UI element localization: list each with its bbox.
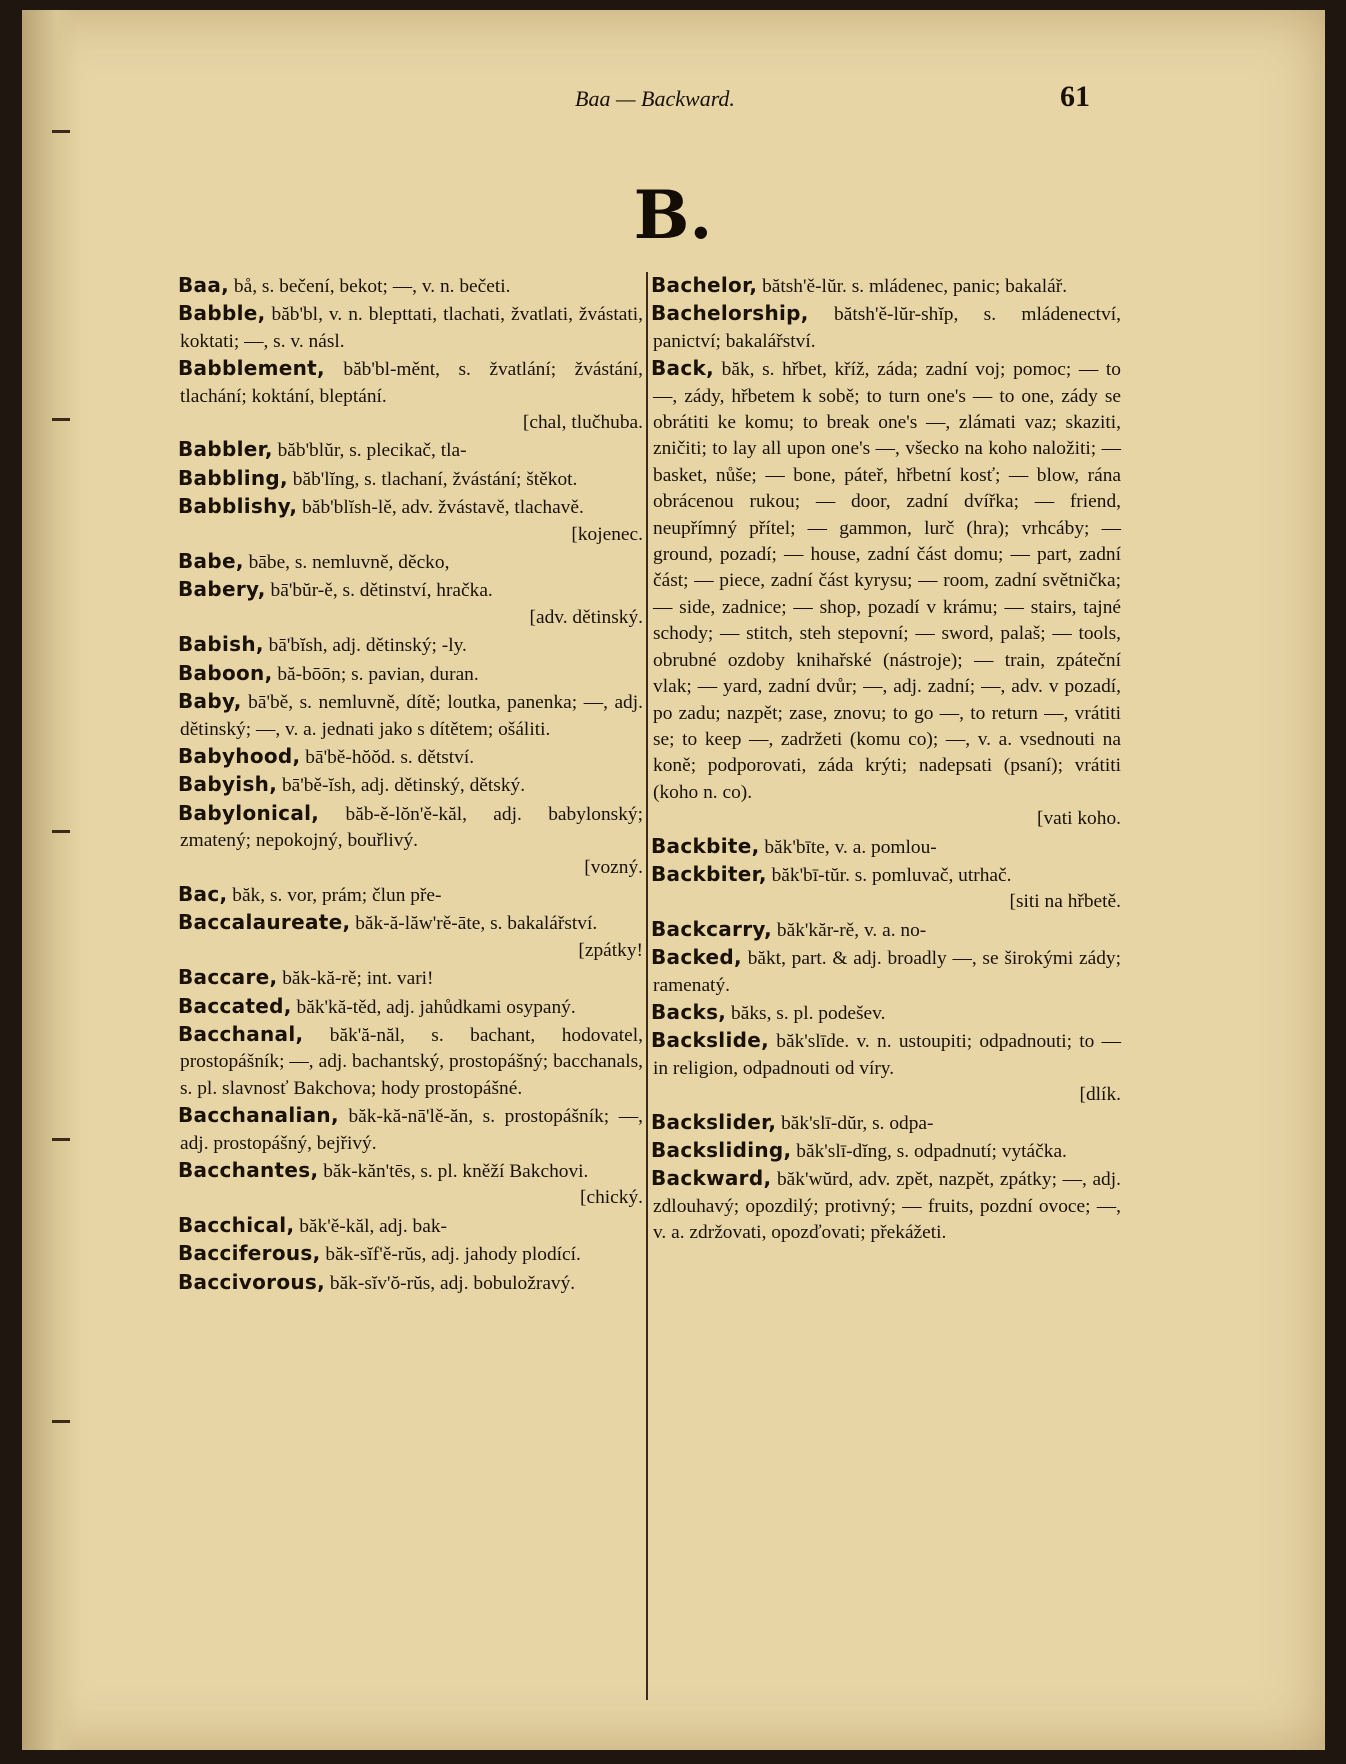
dictionary-entry bbox=[180, 1102, 643, 1157]
dictionary-entry bbox=[653, 1137, 1121, 1165]
dictionary-entry bbox=[180, 1021, 643, 1102]
entry-definition: băk, s. hřbet, kříž, záda; zadní voj; pomoc; — to —, zády, hřbetem k sobě; to turn one's — to one, zády se obrátiti ke komu; to break one's —, zlámati vaz; skaziti, zničiti; to lay all upon one's —, všecko na koho naložiti; — basket, nůše; — bone, páteř, hřbetní kosť; — blow, rána obrácenou rukou; — door, zadní dvířka; — friend, neupřímný přítel; — gammon, lurč (hra); vrhcáby; — ground, pozadí; — house, zadní část domu; — part, zadní část; — piece, zadní část kyrysu; — room, zadní světnička; — side, zadnice; — shop, pozadí v krámu; — stairs, tajné schody; — stitch, steh stepovní; — sword, palaš; — tools, obrubné ozdoby knihařské (nástroje); — train, zpáteční vlak; — yard, zadní dvůr; —, adj. zadní; —, adv. v pozadí, po zadu; nazpět; zase, znovu; to go —, to return —, vrátiti se; to keep —, zadržeti (komu co); —, v. a. vsednouti na koně; podporovati, záda krýti; nadepsati (psaní); vrátiti (koho n. co). bbox=[653, 359, 1121, 803]
entry-carryover-fragment: [zpátky! bbox=[578, 939, 643, 961]
right-column bbox=[653, 272, 1121, 1247]
entry-carryover-fragment: [dlík. bbox=[1079, 1084, 1121, 1106]
dictionary-entry bbox=[653, 1109, 1121, 1137]
dictionary-entry bbox=[653, 355, 1121, 832]
entry-definition: băk-sĭf'ě-rŭs, adj. jahody plodící. bbox=[320, 1244, 581, 1266]
entry-headword: Back, bbox=[651, 356, 714, 381]
dictionary-entry bbox=[653, 272, 1121, 300]
dictionary-entry bbox=[180, 493, 643, 548]
entry-headword: Bacchanalian, bbox=[178, 1103, 339, 1128]
entry-definition: băk'bī-tŭr. s. pomluvač, utrhač. bbox=[766, 864, 1012, 886]
entry-definition: bătsh'ě-lŭr. s. mládenec, panic; bakalář. bbox=[757, 276, 1068, 297]
dictionary-entry bbox=[653, 999, 1121, 1027]
entry-headword: Bacchanal, bbox=[178, 1021, 304, 1046]
entry-headword: Babblement, bbox=[178, 356, 325, 381]
dictionary-entry bbox=[180, 964, 643, 992]
entry-definition: băb'blĭsh-lě, adv. žvástavě, tlachavě. bbox=[297, 497, 584, 519]
margin-mark bbox=[52, 130, 70, 133]
entry-headword: Babe, bbox=[178, 549, 244, 574]
dictionary-entry bbox=[180, 1212, 643, 1240]
dictionary-entry bbox=[180, 800, 643, 881]
entry-headword: Bachelorship, bbox=[651, 301, 809, 326]
entry-carryover-fragment: [chal, tlučhuba. bbox=[522, 412, 643, 434]
dictionary-entry bbox=[180, 688, 643, 743]
entry-definition: băks, s. pl. podešev. bbox=[726, 1002, 886, 1024]
entry-definition: bătsh'ě-lŭr-shĭp, s. mládenectví, panictví; bakalářství. bbox=[653, 304, 1121, 352]
entry-definition: băk'bīte, v. a. pomlou- bbox=[759, 836, 937, 858]
dictionary-entry bbox=[180, 355, 643, 436]
entry-headword: Babery, bbox=[178, 577, 266, 602]
dictionary-entry bbox=[653, 944, 1121, 999]
dictionary-entry bbox=[180, 660, 643, 688]
entry-headword: Baccated, bbox=[178, 993, 292, 1018]
entry-headword: Babyish, bbox=[178, 772, 278, 797]
running-head bbox=[0, 80, 1346, 114]
dictionary-entry bbox=[180, 465, 643, 493]
entry-definition: băk-kă-rě; int. vari! bbox=[277, 968, 434, 990]
entry-headword: Backslide, bbox=[651, 1028, 769, 1053]
entry-definition: băk'kă-těd, adj. jahůdkami osypaný. bbox=[291, 996, 576, 1018]
entry-definition: băkt, part. & adj. broadly —, se širokými zády; ramenatý. bbox=[653, 948, 1121, 996]
dictionary-entry bbox=[180, 1240, 643, 1268]
entry-headword: Bacchantes, bbox=[178, 1158, 319, 1182]
entry-headword: Baa, bbox=[178, 273, 230, 297]
dictionary-entry bbox=[180, 1269, 643, 1297]
margin-mark bbox=[52, 830, 70, 833]
entry-headword: Backbiter, bbox=[651, 861, 767, 886]
dictionary-entry bbox=[180, 1157, 643, 1212]
entry-headword: Babble, bbox=[178, 301, 266, 326]
entry-definition: băk'slī-dŭr, s. odpa- bbox=[776, 1112, 934, 1134]
entry-headword: Baby, bbox=[178, 689, 242, 714]
entry-definition: bā'bě-ĭsh, adj. dětinský, dětský. bbox=[277, 775, 526, 797]
entry-definition: bå, s. bečení, bekot; —, v. n. bečeti. bbox=[229, 276, 511, 297]
entry-headword: Backward, bbox=[651, 1166, 772, 1191]
entry-carryover-fragment: [vati koho. bbox=[1036, 808, 1121, 830]
left-column bbox=[180, 272, 643, 1297]
entry-definition: bā'bě-hŏŏd. s. dětství. bbox=[300, 746, 475, 768]
entry-headword: Baccalaureate, bbox=[178, 910, 351, 935]
entry-definition: bă-bōōn; s. pavian, duran. bbox=[272, 663, 479, 685]
dictionary-entry bbox=[653, 1027, 1121, 1108]
dictionary-entry bbox=[180, 548, 643, 576]
dictionary-entry bbox=[180, 576, 643, 631]
entry-carryover-fragment: [adv. dětinský. bbox=[529, 606, 643, 628]
entry-definition: băk-kă-nā'lě-ăn, s. prostopášník; —, adj. prostopášný, bejřivý. bbox=[180, 1106, 643, 1154]
entry-carryover-fragment: [siti na hřbetě. bbox=[1009, 891, 1121, 913]
entry-headword: Bac, bbox=[178, 881, 228, 906]
dictionary-entry bbox=[653, 300, 1121, 355]
dictionary-entry bbox=[180, 272, 643, 300]
dictionary-entry bbox=[180, 993, 643, 1021]
entry-headword: Baccivorous, bbox=[178, 1269, 326, 1294]
entry-headword: Babbler, bbox=[178, 437, 273, 462]
entry-definition: bā'bŭr-ě, s. dětinství, hračka. bbox=[265, 580, 493, 602]
entry-headword: Backed, bbox=[651, 945, 742, 970]
running-title: Baa — Backward. bbox=[575, 86, 735, 111]
dictionary-entry bbox=[180, 881, 643, 909]
entry-definition: băb'bl-měnt, s. žvatlání; žvástání, tlachání; koktání, bleptání. bbox=[180, 359, 643, 407]
dictionary-entry bbox=[180, 771, 643, 799]
dictionary-entry bbox=[180, 743, 643, 771]
dictionary-entry bbox=[653, 916, 1121, 944]
section-letter: B. bbox=[633, 176, 713, 254]
entry-headword: Babish, bbox=[178, 632, 264, 657]
dictionary-entry bbox=[180, 909, 643, 964]
entry-definition: băb'lĭng, s. tlachaní, žvástání; štěkot. bbox=[287, 468, 578, 490]
entry-headword: Bachelor, bbox=[651, 273, 758, 297]
entry-carryover-fragment: [vozný. bbox=[584, 856, 643, 878]
entry-headword: Backsliding, bbox=[651, 1138, 792, 1162]
entry-headword: Baboon, bbox=[178, 660, 273, 685]
entry-definition: bā'bě, s. nemluvně, dítě; loutka, panenka; —, adj. dětinský; —, v. a. jednati jako s dítětem; ošáliti. bbox=[180, 692, 643, 740]
entry-headword: Backslider, bbox=[651, 1109, 777, 1134]
entry-definition: băb-ě-lŏn'ě-kăl, adj. babylonský; zmatený; nepokojný, bouřlivý. bbox=[180, 803, 643, 852]
entry-definition: băk-kăn'tēs, s. pl. kněží Bakchovi. bbox=[318, 1161, 589, 1182]
dictionary-entry bbox=[180, 436, 643, 464]
entry-definition: băk'ě-kăl, adj. bak- bbox=[294, 1215, 447, 1237]
entry-definition: băk'slī-dĭng, s. odpadnutí; vytáčka. bbox=[791, 1141, 1067, 1162]
entry-definition: băk'wŭrd, adv. zpět, nazpět, zpátky; —, adj. zdlouhavý; opozdilý; protivný; — fruits, pozdní ovoce; —, v. a. zdržovati, opozďovati; překážeti. bbox=[653, 1169, 1121, 1244]
entry-headword: Baccare, bbox=[178, 965, 278, 990]
entry-definition: băb'bl, v. n. blepttati, tlachati, žvatlati, žvástati, koktati; —, s. v. násl. bbox=[180, 304, 643, 352]
dictionary-entry bbox=[653, 861, 1121, 916]
entry-headword: Backs, bbox=[651, 999, 727, 1024]
dictionary-entry bbox=[180, 300, 643, 355]
entry-headword: Babylonical, bbox=[178, 800, 320, 825]
entry-headword: Babbling, bbox=[178, 465, 288, 490]
margin-mark bbox=[52, 1420, 70, 1423]
dictionary-entry bbox=[180, 631, 643, 659]
entry-definition: băk-ă-lăw'rě-āte, s. bakalářství. bbox=[350, 913, 598, 935]
column-divider bbox=[646, 272, 648, 1700]
entry-headword: Babyhood, bbox=[178, 743, 301, 768]
page-number: 61 bbox=[1060, 80, 1090, 113]
entry-carryover-fragment: [kojenec. bbox=[571, 523, 643, 545]
entry-headword: Babblishy, bbox=[178, 494, 298, 519]
entry-definition: băk, s. vor, prám; člun pře- bbox=[227, 884, 442, 906]
dictionary-entry bbox=[653, 1165, 1121, 1246]
entry-headword: Bacciferous, bbox=[178, 1241, 321, 1266]
dictionary-entry bbox=[653, 833, 1121, 861]
entry-headword: Bacchical, bbox=[178, 1212, 295, 1237]
page-binding-shadow bbox=[22, 10, 80, 1750]
entry-headword: Backcarry, bbox=[651, 916, 773, 941]
entry-headword: Backbite, bbox=[651, 833, 760, 858]
entry-definition: băb'blŭr, s. plecikač, tla- bbox=[272, 440, 467, 462]
margin-mark bbox=[52, 418, 70, 421]
entry-carryover-fragment: [chický. bbox=[580, 1187, 643, 1209]
entry-definition: băk'kăr-rě, v. a. no- bbox=[772, 919, 927, 941]
margin-mark bbox=[52, 1138, 70, 1141]
entry-definition: bā'bĭsh, adj. dětinský; -ly. bbox=[263, 635, 467, 657]
entry-definition: bābe, s. nemluvně, děcko, bbox=[243, 552, 450, 574]
entry-definition: băk'ă-năl, s. bachant, hodovatel, prostopášník; —, adj. bachantský, prostopášný; bacchanals, s. pl. slavnosť Bakchova; hody prostopášné. bbox=[180, 1024, 643, 1099]
entry-definition: băk'slīde. v. n. ustoupiti; odpadnouti; to — in religion, odpadnouti od víry. bbox=[653, 1031, 1121, 1079]
entry-definition: băk-sĭv'ŏ-rŭs, adj. bobuložravý. bbox=[325, 1272, 576, 1294]
